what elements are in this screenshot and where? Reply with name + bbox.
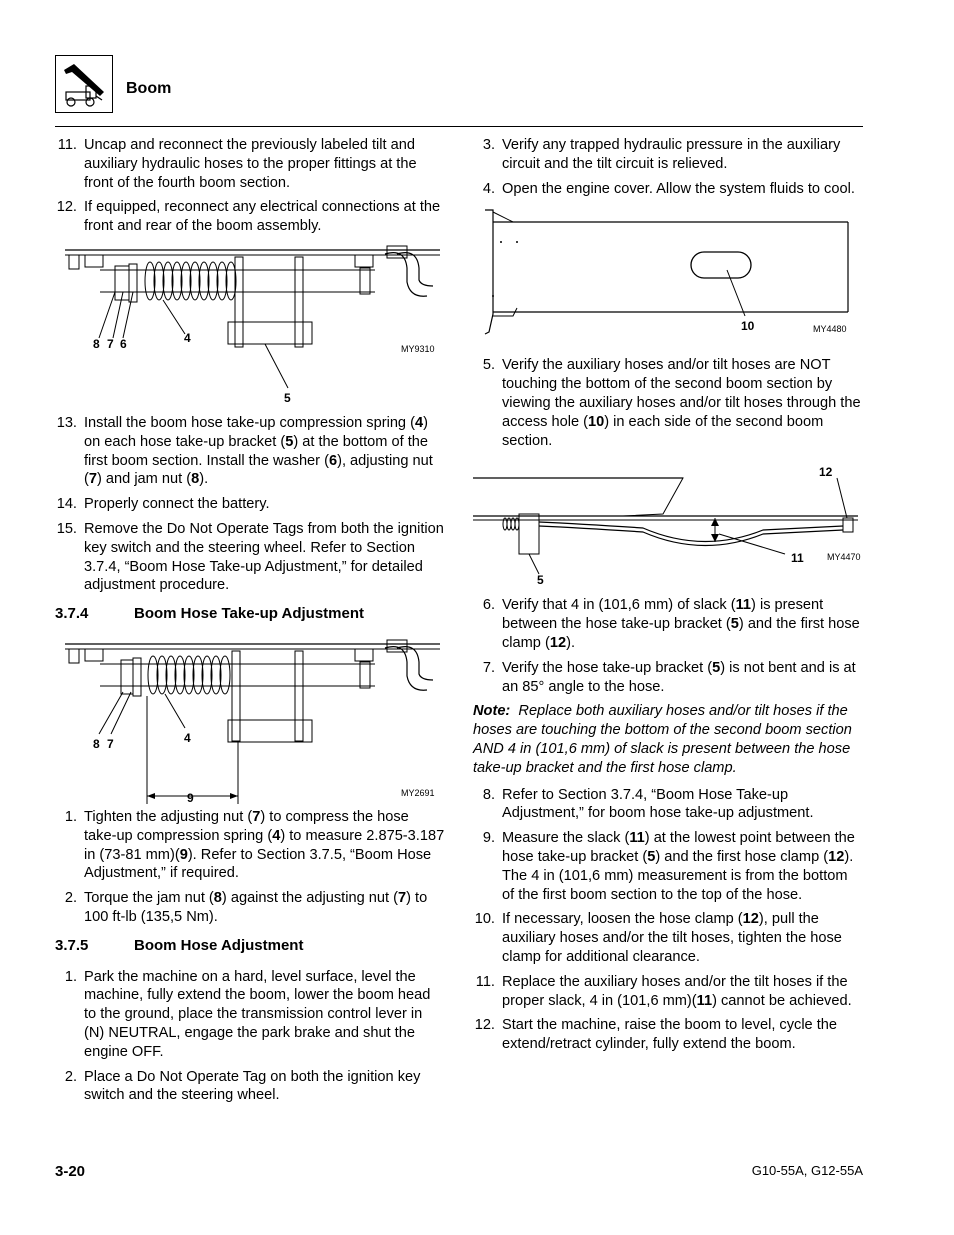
step-text: Open the engine cover. Allow the system fluids to cool. xyxy=(502,180,855,197)
step-number: 5. xyxy=(482,357,495,374)
step-item xyxy=(473,596,863,652)
figure-my2691 xyxy=(55,636,445,808)
step-list xyxy=(55,136,445,236)
callout: 9 xyxy=(187,790,194,805)
step-item xyxy=(55,1068,445,1106)
step-number: 7. xyxy=(482,659,495,676)
step-text: Torque the jam nut (8) against the adjusting nut (7) to 100 ft-lb (135,5 Nm). xyxy=(84,890,428,925)
step-text: Start the machine, raise the boom to level, cycle the extend/retract cylinder, fully extend the boom. xyxy=(502,1017,838,1053)
step-item xyxy=(473,1016,863,1054)
boom-hose-spring-measurement-diagram xyxy=(55,636,445,808)
step-text: Remove the Do Not Operate Tags from both the ignition key switch and the steering wheel. Refer to Section 3.7.4, “Boom Hose Take-up Adjustment,” for detailed adjustment procedure. xyxy=(84,520,444,594)
callout: 5 xyxy=(537,573,544,588)
step-list xyxy=(473,786,863,1054)
step-number: 15. xyxy=(56,520,77,537)
figure-my9310 xyxy=(55,242,445,414)
section-heading-3-7-5: 3.7.5 Boom Hose Adjustment xyxy=(55,936,304,954)
step-item xyxy=(473,659,863,697)
step-number: 6. xyxy=(482,597,495,614)
header-rule xyxy=(55,126,863,127)
figure-code: MY4470 xyxy=(827,552,861,563)
chapter-title: Boom xyxy=(126,80,172,97)
model-numbers: G10-55A, G12-55A xyxy=(751,1163,863,1178)
step-text: Refer to Section 3.7.4, “Boom Hose Take-up Adjustment,” for boom hose take-up adjustment. xyxy=(502,786,814,822)
step-number: 1. xyxy=(64,808,77,825)
step-number: 13. xyxy=(56,414,77,431)
step-item xyxy=(55,889,445,927)
callout: 7 xyxy=(107,736,114,751)
boom-hose-spring-diagram xyxy=(55,242,445,414)
telehandler-icon xyxy=(56,56,112,112)
callout: 8 xyxy=(93,336,100,351)
page-number: 3-20 xyxy=(55,1163,86,1180)
hose-slack-diagram xyxy=(473,456,863,596)
step-number: 4. xyxy=(482,180,495,197)
step-item xyxy=(473,786,863,824)
step-item xyxy=(473,356,863,450)
boom-access-hole-diagram xyxy=(473,204,863,356)
step-number: 11. xyxy=(475,973,495,990)
step-item xyxy=(55,136,445,192)
step-list xyxy=(473,136,863,198)
step-item xyxy=(55,520,445,595)
section-heading-3-7-4: 3.7.4 Boom Hose Take-up Adjustment xyxy=(55,605,365,623)
figure-code: MY2691 xyxy=(401,787,435,798)
figure-my4480 xyxy=(473,204,863,356)
figure-my4470 xyxy=(473,456,863,596)
step-text: Place a Do Not Operate Tag on both the ignition key switch and the steering wheel. xyxy=(84,1068,421,1104)
step-number: 12. xyxy=(56,199,77,216)
chapter-logo xyxy=(55,55,113,113)
step-number: 10. xyxy=(474,911,495,928)
callout: 5 xyxy=(284,390,291,405)
step-number: 2. xyxy=(64,1068,77,1085)
step-number: 8. xyxy=(482,786,495,803)
note: Note: Replace both auxiliary hoses and/or tilt hoses if the hoses are touching the bottom of the second boom section AND 4 in (101,6 mm) of slack is present between the hose take-up bracket and the first hose clamp. xyxy=(473,703,852,776)
step-list xyxy=(55,414,445,595)
callout: 4 xyxy=(184,730,191,745)
step-item xyxy=(473,829,863,904)
callout: 12 xyxy=(819,465,833,480)
step-item xyxy=(55,198,445,236)
callout: 6 xyxy=(120,336,127,351)
step-number: 12. xyxy=(474,1017,495,1034)
step-number: 9. xyxy=(482,830,495,847)
figure-code: MY9310 xyxy=(401,343,435,354)
figure-code: MY4480 xyxy=(813,324,847,335)
callout: 7 xyxy=(107,336,114,351)
left-column xyxy=(55,136,445,1111)
step-text: If necessary, loosen the hose clamp (12), pull the auxiliary hoses and/or the tilt hoses, tighten the hose clamp for additional clearance. xyxy=(502,911,842,965)
callout: 8 xyxy=(93,736,100,751)
compression-spring xyxy=(145,262,236,300)
step-text: Measure the slack (11) at the lowest point between the hose take-up bracket (5) and the first hose clamp (12). The 4 in (101,6 mm) measurement is from the bottom of the first boom section to the top of the hose. xyxy=(502,830,855,903)
step-number: 2. xyxy=(64,890,77,907)
step-text: Properly connect the battery. xyxy=(84,496,270,513)
step-list xyxy=(473,356,863,450)
step-item xyxy=(473,180,863,199)
step-text: If equipped, reconnect any electrical connections at the front and rear of the boom assembly. xyxy=(84,199,441,235)
step-item xyxy=(55,968,445,1062)
callout: 4 xyxy=(184,330,191,345)
callout: 10 xyxy=(741,319,755,334)
step-item xyxy=(473,136,863,174)
step-text: Replace the auxiliary hoses and/or the tilt hoses if the proper slack, 4 in (101,6 mm)(11) cannot be achieved. xyxy=(502,973,852,1009)
step-number: 14. xyxy=(56,496,77,513)
compression-spring xyxy=(148,656,230,694)
step-text: Verify any trapped hydraulic pressure in the auxiliary circuit and the tilt circuit is relieved. xyxy=(502,137,841,172)
access-hole xyxy=(691,252,751,278)
step-item xyxy=(55,808,445,883)
step-item xyxy=(473,910,863,966)
right-column xyxy=(473,136,863,1060)
step-text: Verify the auxiliary hoses and/or tilt hoses are NOT touching the bottom of the second boom section by viewing the auxiliary hoses and/or tilt hoses through the access hole (10) in each side of the second boom section. xyxy=(502,357,861,449)
step-text: Tighten the adjusting nut (7) to compress the hose take-up compression spring (4) to measure 2.875-3.187 in (73-81 mm)(9). Refer to Section 3.7.5, “Boom Hose Adjustment,” if required. xyxy=(84,808,445,882)
step-number: 11. xyxy=(57,137,77,153)
callout: 11 xyxy=(791,551,804,566)
step-item xyxy=(55,495,445,514)
step-list xyxy=(55,968,445,1106)
step-item xyxy=(473,973,863,1011)
step-text: Uncap and reconnect the previously labeled tilt and auxiliary hydraulic hoses to the proper fittings at the front of the fourth boom section. xyxy=(84,137,417,191)
step-list xyxy=(55,808,445,927)
step-list xyxy=(473,596,863,696)
step-item xyxy=(55,414,445,489)
step-number: 1. xyxy=(64,968,77,985)
step-text: Park the machine on a hard, level surface, level the machine, fully extend the boom, lower the boom head to the ground, place the transmission control lever in (N) NEUTRAL, engage the park brake and shut the engine OFF. xyxy=(84,968,431,1060)
step-number: 3. xyxy=(482,137,495,153)
step-text: Verify the hose take-up bracket (5) is not bent and is at an 85° angle to the hose. xyxy=(502,659,856,695)
step-text: Install the boom hose take-up compression spring (4) on each hose take-up bracket (5) at the bottom of the first boom section. Install the washer (6), adjusting nut (7) and jam nut (8). xyxy=(84,414,433,488)
step-text: Verify that 4 in (101,6 mm) of slack (11) is present between the hose take-up bracket (5) and the first hose clamp (12). xyxy=(502,597,860,651)
